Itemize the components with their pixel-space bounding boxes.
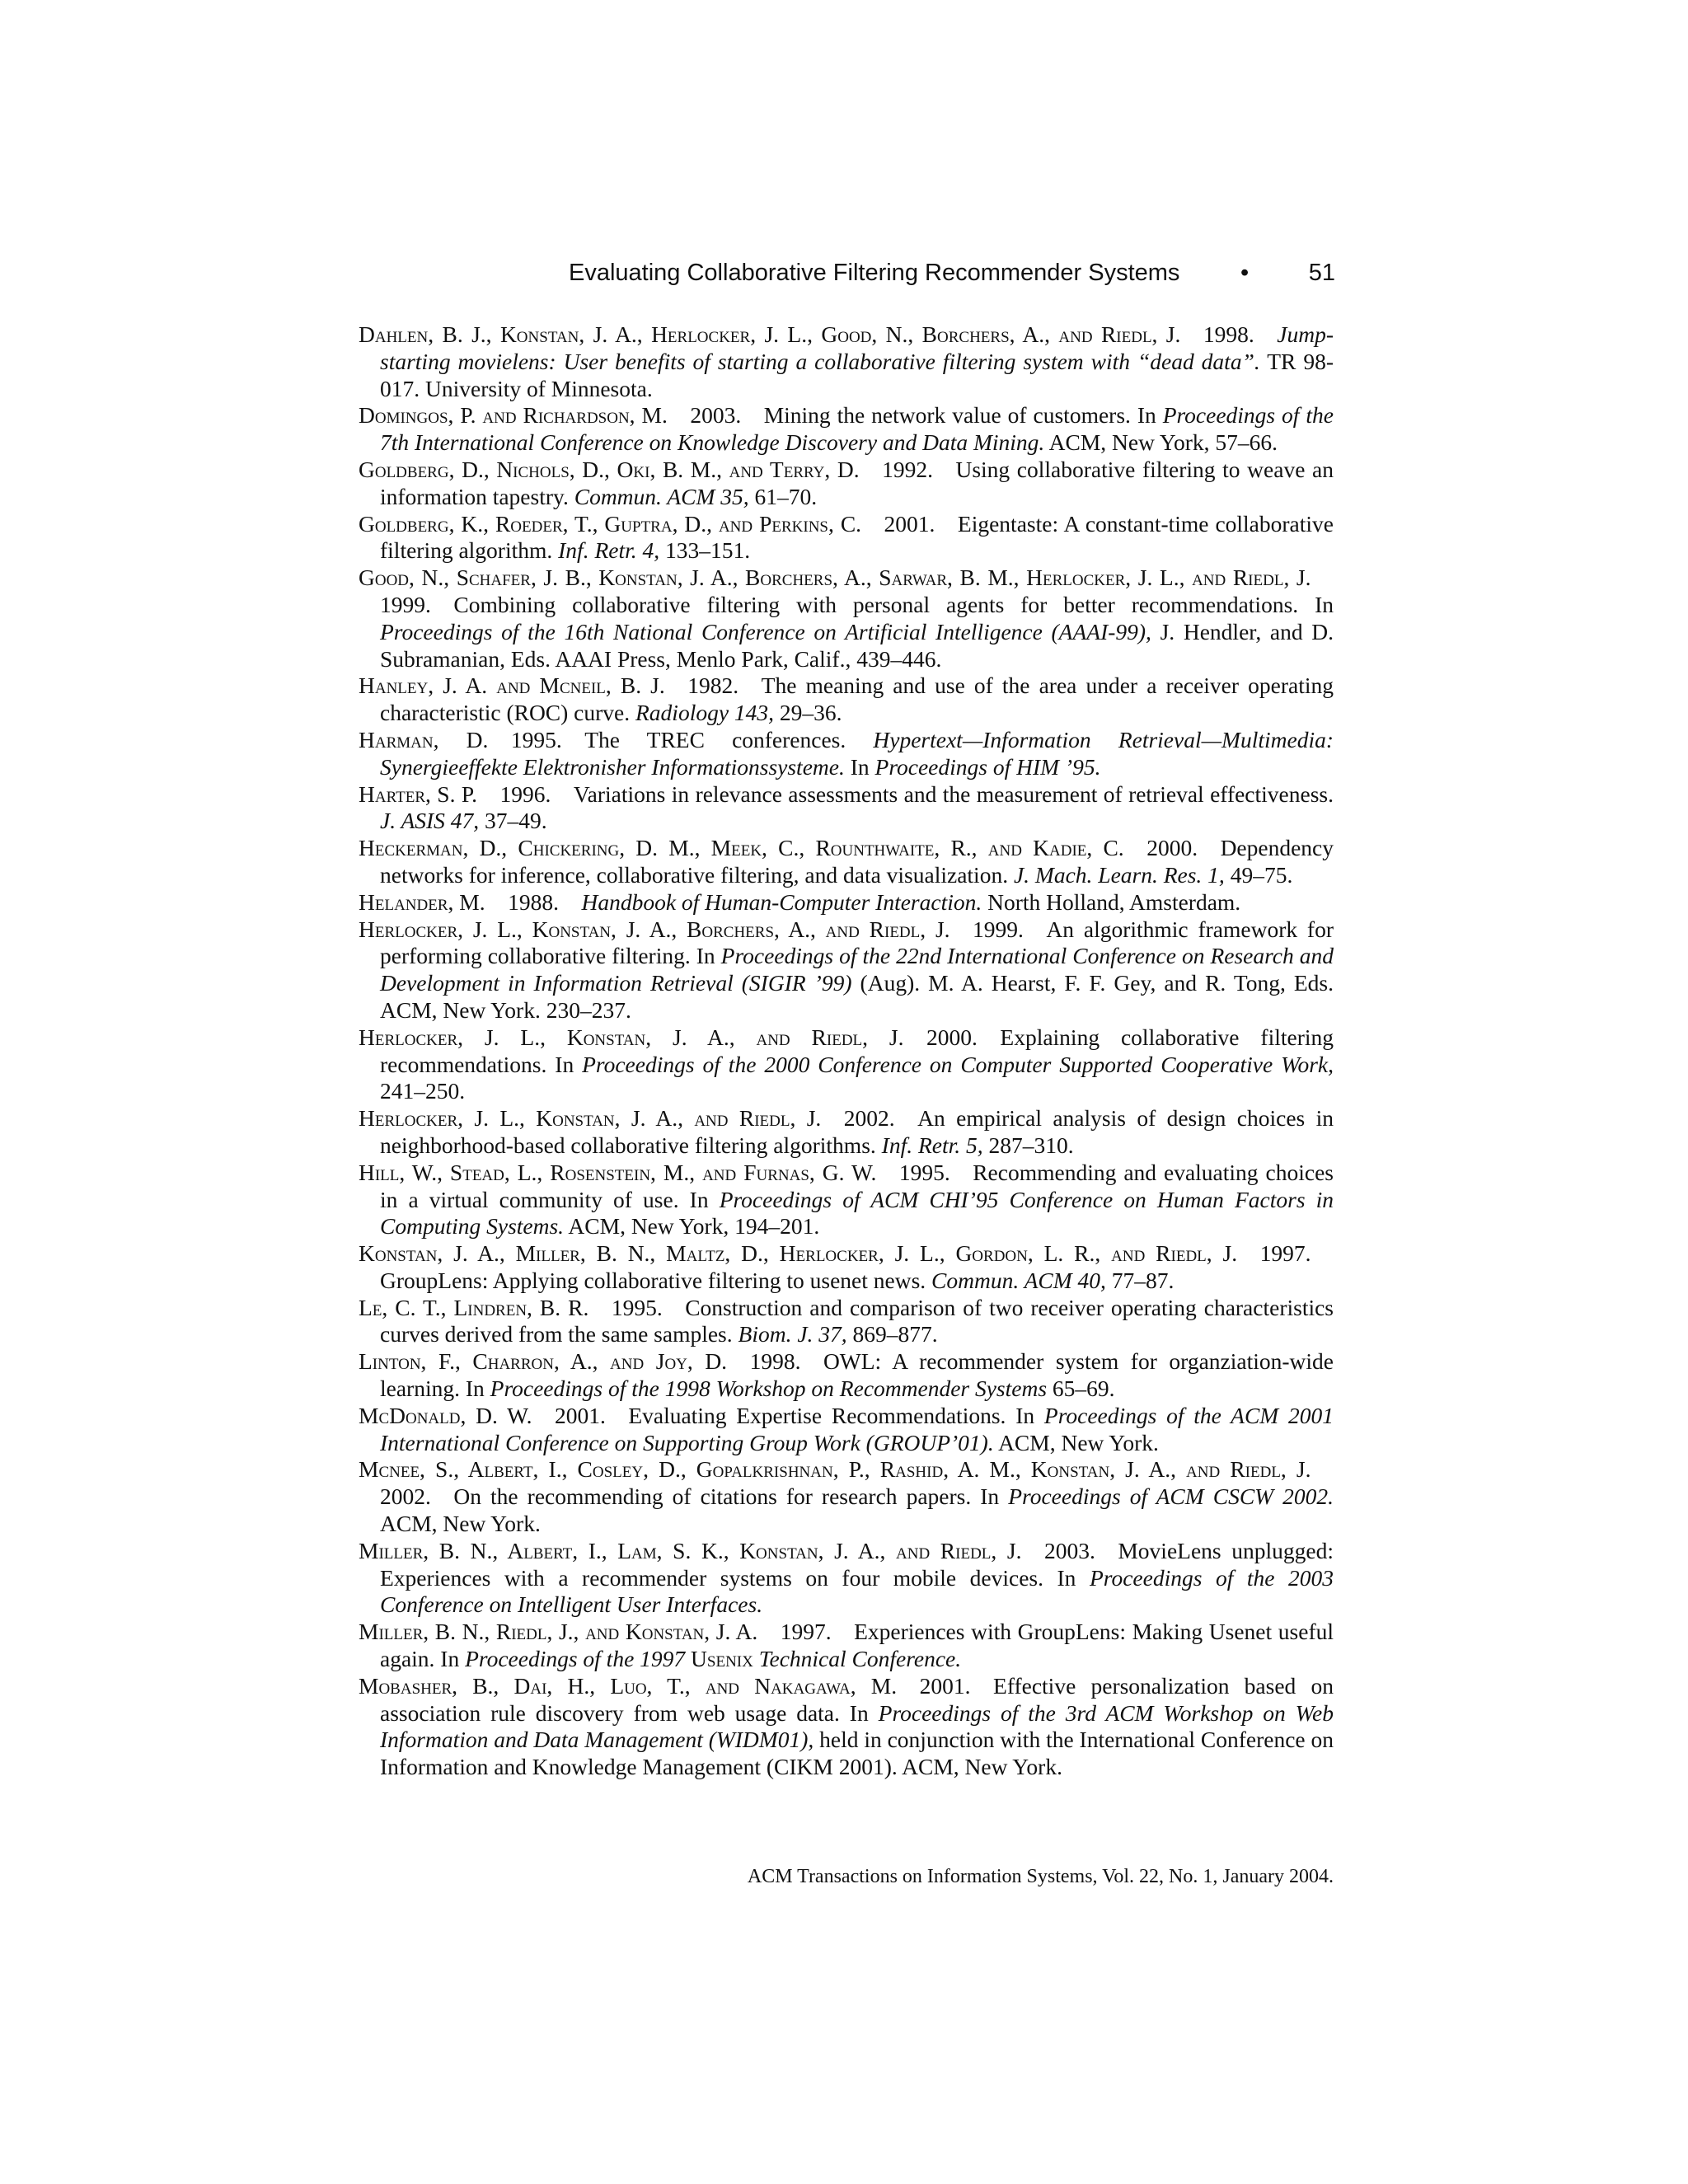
reference-authors: Linton, F., Charron, A., and Joy, D.: [359, 1348, 728, 1375]
reference-venue: Proceedings of the 7th International Conference on Knowledge Discovery and Data Mining.: [380, 402, 1334, 456]
reference-details: 61–70.: [754, 483, 818, 509]
reference-title: Variations in relevance assessments and the measurement of retrieval effectiveness.: [573, 780, 1334, 807]
reference-title: GroupLens: Applying collaborative filtering to usenet news.: [380, 1267, 926, 1293]
reference-details: North Holland, Amsterdam.: [987, 888, 1241, 915]
reference-title: Using collaborative filtering to weave an information tapestry.: [380, 456, 1334, 509]
reference-authors: Good, N., Schafer, J. B., Konstan, J. A., Borchers, A., Sarwar, B. M., Herlocker, J. L., and Riedl, J.: [359, 565, 1311, 591]
reference-year: 2003.: [1043, 1537, 1095, 1563]
reference-title: Recommending and evaluating choices in a virtual community of use. In: [380, 1159, 1334, 1212]
reference-venue: Proceedings of the 16th National Conference on Artificial Intelligence (AAAI-99),: [380, 618, 1151, 644]
reference-entry: [359, 1348, 1334, 1403]
reference-venue: Commun. ACM 35,: [574, 483, 749, 509]
reference-authors: Heckerman, D., Chickering, D. M., Meek, C., Rounthwaite, R., and Kadie, C.: [359, 835, 1124, 861]
reference-year: 2001.: [884, 510, 935, 537]
reference-authors: Goldberg, D., Nichols, D., Oki, B. M., and Terry, D.: [359, 456, 860, 482]
reference-entry: [359, 1160, 1334, 1240]
reference-authors: Helander, M.: [359, 888, 485, 915]
reference-entry: [359, 1024, 1334, 1105]
reference-year: 1997.: [1259, 1240, 1311, 1267]
reference-details: 869–877.: [852, 1321, 938, 1347]
reference-authors: Hill, W., Stead, L., Rosenstein, M., and Furnas, G. W.: [359, 1159, 877, 1185]
reference-authors: Miller, B. N., Albert, I., Lam, S. K., Konstan, J. A., and Riedl, J.: [359, 1537, 1022, 1563]
reference-title: Construction and comparison of two receiver operating characteristics curves derived from the same samples.: [380, 1294, 1334, 1347]
reference-entry: [359, 1240, 1334, 1295]
reference-title: Eigentaste: A constant-time collaborative filtering algorithm.: [380, 510, 1334, 564]
reference-venue: Proceedings of the 2000 Conference on Computer Supported Cooperative Work,: [582, 1051, 1334, 1077]
reference-year: 1982.: [687, 673, 739, 699]
reference-title: The TREC conferences.: [584, 726, 846, 752]
reference-venue: Radiology 143,: [635, 700, 775, 726]
reference-details: ACM, New York.: [380, 1511, 541, 1537]
reference-venue: Proceedings of the 1998 Workshop on Recommender Systems: [490, 1376, 1048, 1402]
reference-year: 1999.: [380, 591, 431, 617]
reference-venue: Proceedings of HIM ’95.: [874, 753, 1101, 780]
reference-entry: [359, 402, 1334, 457]
reference-list: [359, 321, 1334, 1781]
reference-details: 37–49.: [485, 808, 547, 834]
reference-entry: [359, 511, 1334, 565]
reference-details: ACM, New York, 194–201.: [568, 1213, 820, 1240]
reference-details: In: [850, 753, 870, 780]
reference-venue: Inf. Retr. 4,: [558, 537, 660, 564]
reference-venue: Biom. J. 37,: [738, 1321, 847, 1347]
reference-entry: [359, 673, 1334, 727]
reference-venue: Handbook of Human-Computer Interaction.: [581, 888, 982, 915]
reference-entry: [359, 916, 1334, 1024]
reference-year: 2003.: [690, 402, 742, 429]
reference-details: 29–36.: [779, 700, 842, 726]
reference-entry: [359, 727, 1334, 781]
reference-title: An algorithmic framework for performing collaborative filtering. In: [380, 916, 1334, 969]
running-title: Evaluating Collaborative Filtering Recommender Systems: [569, 260, 1180, 286]
reference-year: 1988.: [508, 888, 559, 915]
journal-footer: ACM Transactions on Information Systems, Vol. 22, No. 1, January 2004.: [747, 1866, 1334, 1887]
reference-venue: Inf. Retr. 5,: [881, 1132, 983, 1158]
reference-entry: [359, 321, 1334, 402]
running-head: [569, 255, 1335, 290]
reference-title: Effective personalization based on association rule discovery from web usage data. In: [380, 1672, 1334, 1726]
reference-smallcaps: Usenix: [691, 1646, 753, 1672]
reference-authors: Mcnee, S., Albert, I., Cosley, D., Gopalkrishnan, P., Rashid, A. M., Konstan, J. A., and Riedl, J.: [359, 1456, 1311, 1483]
reference-venue: Proceedings of the 3rd ACM Workshop on Web Information and Data Management (WIDM01),: [380, 1699, 1334, 1753]
reference-details: held in conjunction with the International Conference on Information and Knowledge Management (CIKM 2001). ACM, New York.: [380, 1727, 1334, 1780]
reference-title: Combining collaborative filtering with personal agents for better recommendations. In: [453, 591, 1334, 617]
reference-details: J. Hendler, and D. Subramanian, Eds. AAAI Press, Menlo Park, Calif., 439–446.: [380, 618, 1334, 672]
reference-venue: J. Mach. Learn. Res. 1,: [1013, 861, 1225, 888]
reference-title: The meaning and use of the area under a receiver operating characteristic (ROC) curve.: [380, 673, 1334, 726]
reference-authors: Herlocker, J. L., Konstan, J. A., and Riedl, J.: [359, 1024, 904, 1050]
reference-entry: [359, 1538, 1334, 1619]
reference-title: An empirical analysis of design choices in neighborhood-based collaborative filtering algorithms.: [380, 1105, 1334, 1158]
reference-entry: [359, 1105, 1334, 1160]
reference-entry: [359, 835, 1334, 889]
reference-venue: Technical Conference.: [758, 1646, 962, 1672]
bullet-separator: •: [1240, 260, 1250, 286]
reference-venue: Proceedings of the 2003 Conference on Intelligent User Interfaces.: [380, 1564, 1334, 1618]
reference-entry: [359, 1295, 1334, 1349]
reference-details: 49–75.: [1230, 861, 1293, 888]
reference-authors: Dahlen, B. J., Konstan, J. A., Herlocker, J. L., Good, N., Borchers, A., and Riedl, J.: [359, 321, 1181, 347]
reference-year: 1996.: [499, 780, 551, 807]
reference-authors: Konstan, J. A., Miller, B. N., Maltz, D., Herlocker, J. L., Gordon, L. R., and Riedl, J.: [359, 1240, 1238, 1267]
reference-year: 2001.: [919, 1672, 971, 1699]
reference-entry: [359, 889, 1334, 916]
reference-authors: Harman, D.: [359, 726, 489, 752]
reference-entry: [359, 565, 1334, 673]
reference-venue: Commun. ACM 40,: [931, 1267, 1106, 1293]
reference-title: On the recommending of citations for research papers. In: [453, 1483, 1000, 1510]
reference-venue: Hypertext—Information Retrieval—Multimedia: Synergieeffekte Elektronisher Informationssysteme.: [380, 726, 1334, 780]
reference-year: 1998.: [749, 1348, 801, 1375]
reference-authors: Mobasher, B., Dai, H., Luo, T., and Nakagawa, M.: [359, 1672, 898, 1699]
reference-details: 287–310.: [988, 1132, 1074, 1158]
reference-details: 77–87.: [1111, 1267, 1175, 1293]
reference-venue: Proceedings of the ACM 2001 International Conference on Supporting Group Work (GROUP’01).: [380, 1402, 1334, 1455]
reference-entry: [359, 457, 1334, 511]
reference-entry: [359, 781, 1334, 836]
reference-year: 2000.: [926, 1024, 978, 1050]
page-number: 51: [1308, 260, 1335, 286]
reference-venue: Jump-starting movielens: User benefits of starting a collaborative filtering system with “dead data”.: [380, 321, 1334, 374]
reference-details: TR 98-017. University of Minnesota.: [380, 348, 1334, 401]
reference-title: Explaining collaborative filtering recommendations. In: [380, 1024, 1334, 1077]
reference-details: 241–250.: [380, 1078, 466, 1104]
reference-details: ACM, New York, 57–66.: [1048, 429, 1278, 456]
reference-authors: Le, C. T., Lindren, B. R.: [359, 1294, 589, 1320]
reference-title: Experiences with GroupLens: Making Usenet useful again. In: [380, 1619, 1334, 1672]
reference-year: 2000.: [1146, 835, 1198, 861]
reference-details: (Aug). M. A. Hearst, F. F. Gey, and R. Tong, Eds. ACM, New York. 230–237.: [380, 970, 1334, 1023]
reference-authors: Miller, B. N., Riedl, J., and Konstan, J. A.: [359, 1619, 758, 1645]
reference-year: 1995.: [611, 1294, 663, 1320]
reference-venue: Proceedings of the 22nd International Conference on Research and Development in Information Retrieval (SIGIR ’99): [380, 943, 1334, 996]
reference-authors: Hanley, J. A. and Mcneil, B. J.: [359, 673, 665, 699]
reference-title: OWL: A recommender system for organziation-wide learning. In: [380, 1348, 1334, 1402]
reference-details: ACM, New York.: [998, 1429, 1159, 1455]
reference-details: 65–69.: [1052, 1376, 1115, 1402]
reference-authors: Harter, S. P.: [359, 780, 477, 807]
reference-venue: Proceedings of ACM CHI’95 Conference on Human Factors in Computing Systems.: [380, 1186, 1334, 1240]
reference-authors: Goldberg, K., Roeder, T., Guptra, D., and Perkins, C.: [359, 510, 862, 537]
reference-entry: [359, 1456, 1334, 1537]
reference-year: 1992.: [882, 456, 933, 482]
reference-year: 1997.: [780, 1619, 832, 1645]
reference-title: Mining the network value of customers. In: [763, 402, 1156, 429]
reference-venue: J. ASIS 47,: [380, 808, 480, 834]
reference-year: 1995.: [510, 726, 562, 752]
reference-title: MovieLens unplugged: Experiences with a recommender systems on four mobile devices. In: [380, 1537, 1334, 1591]
reference-venue: Proceedings of ACM CSCW 2002.: [1008, 1483, 1334, 1510]
reference-year: 1998.: [1203, 321, 1254, 347]
reference-authors: McDonald, D. W.: [359, 1402, 532, 1428]
reference-year: 2002.: [843, 1105, 895, 1132]
reference-year: 1999.: [973, 916, 1024, 942]
reference-entry: [359, 1403, 1334, 1457]
reference-authors: Herlocker, J. L., Konstan, J. A., and Riedl, J.: [359, 1105, 822, 1132]
reference-details: 133–151.: [665, 537, 751, 564]
reference-authors: Herlocker, J. L., Konstan, J. A., Borchers, A., and Riedl, J.: [359, 916, 950, 942]
reference-venue: Proceedings of the 1997: [465, 1646, 686, 1672]
reference-year: 2002.: [380, 1483, 431, 1510]
reference-year: 2001.: [554, 1402, 606, 1428]
reference-entry: [359, 1673, 1334, 1781]
reference-entry: [359, 1619, 1334, 1673]
reference-authors: Domingos, P. and Richardson, M.: [359, 402, 668, 429]
reference-title: Dependency networks for inference, collaborative filtering, and data visualization.: [380, 835, 1334, 888]
reference-title: Evaluating Expertise Recommendations. In: [628, 1402, 1035, 1428]
reference-year: 1995.: [898, 1159, 950, 1185]
